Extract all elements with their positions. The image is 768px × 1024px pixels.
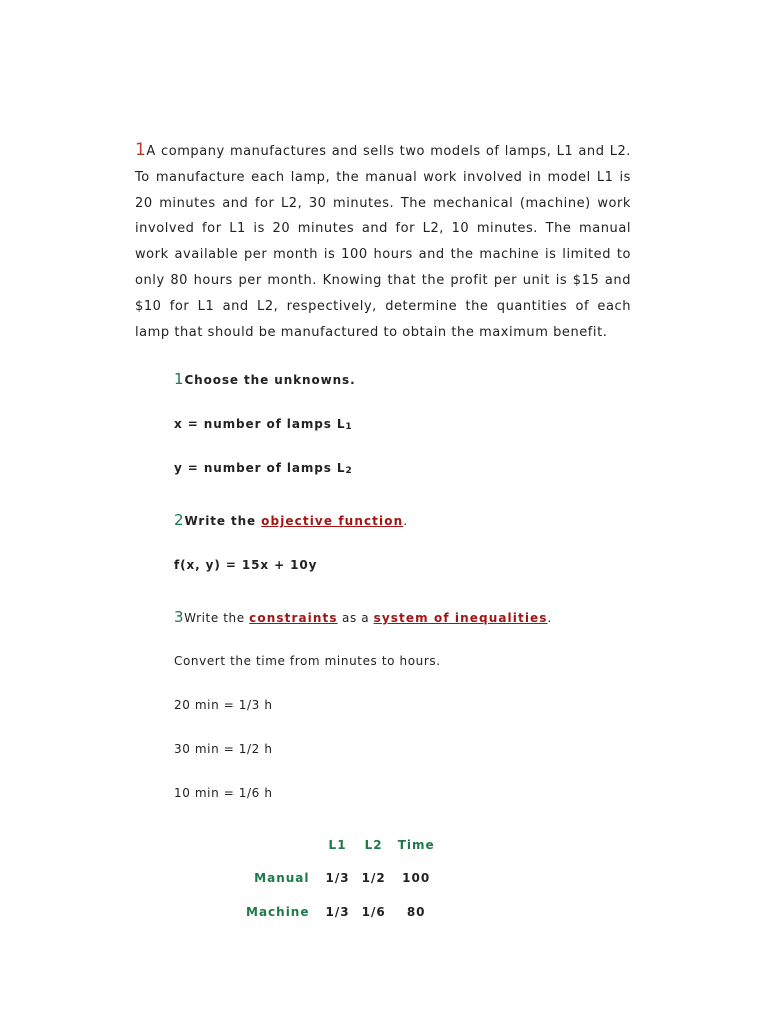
table-header-l1: L1 xyxy=(328,837,347,852)
step3-suffix: . xyxy=(547,611,552,625)
problem-number: 1 xyxy=(135,140,147,160)
objective-formula: f(x, y) = 15x + 10y xyxy=(174,558,318,572)
objective-function-link[interactable]: objective function xyxy=(261,514,404,528)
system-of-inequalities-link[interactable]: system of inequalities xyxy=(373,611,548,625)
step3-number: 3 xyxy=(174,608,185,626)
table-cell: 80 xyxy=(406,904,426,919)
convert-instruction: Convert the time from minutes to hours. xyxy=(174,654,441,668)
table-cell: 1/6 xyxy=(361,904,386,919)
step2-heading xyxy=(174,511,408,529)
conversion-30min: 30 min = 1/2 h xyxy=(174,742,273,756)
problem-text: A company manufactures and sells two models of lamps, L1 and L2. To manufacture each lamp, the manual work involved in model L1 is 20 minutes and for L2, 30 minutes. The mechanical (machine) work involved for L1 is 20 minutes and for L2, 10 minutes. The manual work available per month is 100 hours and the machine is limited to only 80 hours per month. Knowing that the profit per unit is $15 and $10 for L1 and L2, respectively, determine the quantities of each lamp that should be manufactured to obtain the maximum benefit. xyxy=(135,144,631,340)
x-subscript: 1 xyxy=(345,422,353,432)
step3-prefix: Write the xyxy=(184,611,250,625)
step1-heading xyxy=(174,370,356,388)
y-definition xyxy=(174,461,353,476)
step2-suffix: . xyxy=(403,514,408,528)
row-label-machine: Machine xyxy=(246,904,310,919)
table-header-row xyxy=(240,828,441,862)
table-corner xyxy=(240,828,320,862)
table-row xyxy=(240,895,441,929)
conversion-10min: 10 min = 1/6 h xyxy=(174,786,273,800)
constraints-link[interactable]: constraints xyxy=(249,611,338,625)
y-subscript: 2 xyxy=(345,466,353,476)
table-cell: 1/3 xyxy=(325,871,350,886)
time-table xyxy=(240,828,441,929)
table-header-time: Time xyxy=(397,837,435,852)
step3-middle: as a xyxy=(337,611,374,625)
y-definition-text: y = number of lamps L xyxy=(174,461,346,475)
step2-number: 2 xyxy=(174,511,185,529)
step3-heading xyxy=(174,608,552,626)
table-header-l2: L2 xyxy=(364,837,383,852)
table-cell: 100 xyxy=(402,871,431,886)
step2-prefix: Write the xyxy=(184,514,262,528)
problem-statement xyxy=(135,138,631,345)
table-cell: 1/2 xyxy=(361,871,386,886)
x-definition-text: x = number of lamps L xyxy=(174,417,346,431)
step1-number: 1 xyxy=(174,370,185,388)
x-definition xyxy=(174,417,353,432)
table-cell: 1/3 xyxy=(325,904,350,919)
row-label-manual: Manual xyxy=(254,871,310,886)
step1-title: Choose the unknowns. xyxy=(184,373,356,387)
table-row xyxy=(240,862,441,896)
conversion-20min: 20 min = 1/3 h xyxy=(174,698,273,712)
